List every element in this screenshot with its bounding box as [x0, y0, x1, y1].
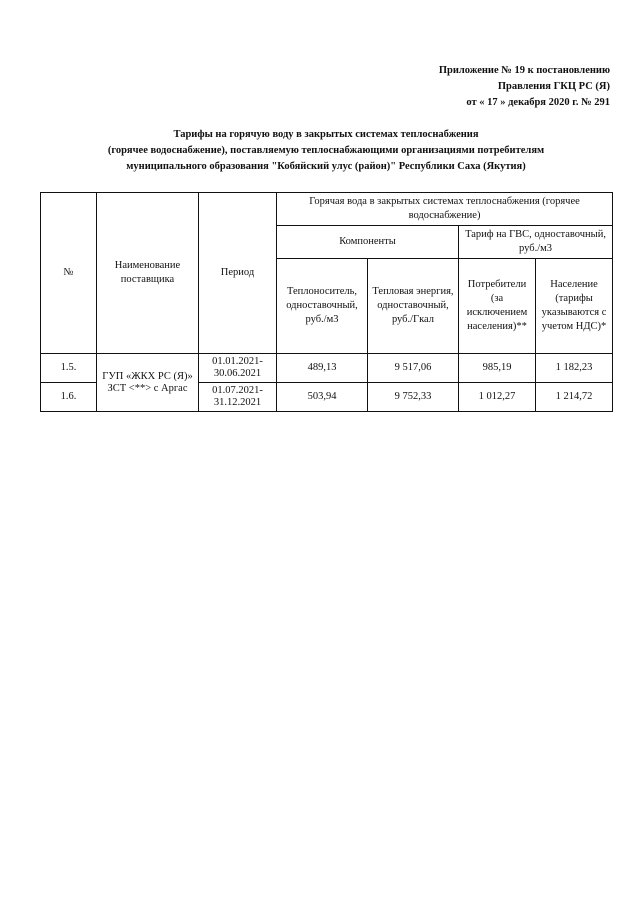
title-line-1: Тарифы на горячую воду в закрытых системах теплоснабжения [173, 129, 479, 140]
header-hot-water-group: Горячая вода в закрытых системах теплоснабжения (горячее водоснабжение) [277, 193, 613, 226]
header-row-1 [41, 193, 613, 226]
header-period: Период [199, 193, 277, 354]
title-line-2: (горячее водоснабжение), поставляемую теплоснабжающими организациями потребителям [107, 145, 545, 156]
header-supplier: Наименование поставщика [97, 193, 199, 354]
header-heat-energy: Тепловая энергия, одноставочный, руб./Гкал [368, 259, 459, 354]
supplier-name: ГУП «ЖКХ РС (Я)» ЗСТ <**> с Аргас [97, 354, 199, 412]
header-coolant: Теплоноситель, одноставочный, руб./м3 [277, 259, 368, 354]
row-heat-energy: 9 517,06 [368, 354, 459, 383]
row-period: 01.07.2021-31.12.2021 [199, 383, 277, 412]
row-num: 1.6. [41, 383, 97, 412]
row-num: 1.5. [41, 354, 97, 383]
row-period: 01.01.2021-30.06.2021 [199, 354, 277, 383]
appendix-line-3: от « 17 » декабря 2020 г. № 291 [466, 97, 610, 108]
row-population: 1 214,72 [536, 383, 613, 412]
header-consumers: Потребители (за исключением населения)** [459, 259, 536, 354]
title-line-3: муниципального образования "Кобяйский улус (район)" Республики Саха (Якутия) [126, 161, 526, 172]
document-title [40, 127, 612, 175]
row-consumers: 985,19 [459, 354, 536, 383]
row-coolant: 503,94 [277, 383, 368, 412]
header-population: Население (тарифы указываются с учетом НДС)* [536, 259, 613, 354]
header-tariff-gvs: Тариф на ГВС, одноставочный, руб./м3 [459, 226, 613, 259]
table-row [41, 354, 613, 383]
tariff-table [40, 192, 613, 412]
header-num: № [41, 193, 97, 354]
row-heat-energy: 9 752,33 [368, 383, 459, 412]
row-consumers: 1 012,27 [459, 383, 536, 412]
appendix-line-2: Правления ГКЦ РС (Я) [497, 81, 610, 92]
header-components: Компоненты [277, 226, 459, 259]
row-coolant: 489,13 [277, 354, 368, 383]
row-population: 1 182,23 [536, 354, 613, 383]
appendix-note [439, 63, 610, 111]
appendix-line-1: Приложение № 19 к постановлению [438, 65, 610, 76]
